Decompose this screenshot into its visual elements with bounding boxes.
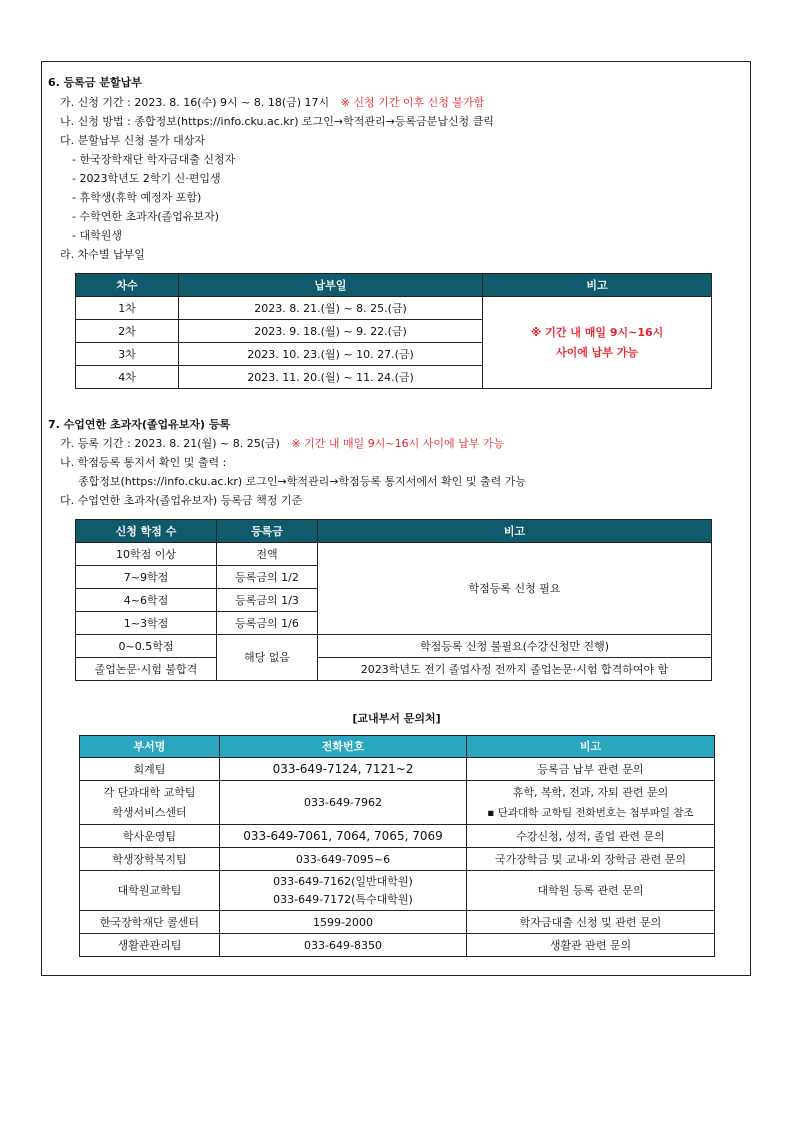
date-cell: 2023. 9. 18.(월) ~ 9. 22.(금) xyxy=(179,320,483,343)
section7-notice-heading: 나. 학점등록 통지서 확인 및 출력 : xyxy=(60,456,227,469)
dept-cell: 회계팀 xyxy=(80,758,220,781)
fee-cell: 전액 xyxy=(217,543,318,566)
contacts-title: [교내부서 문의처] xyxy=(352,712,441,725)
table-row xyxy=(76,658,712,681)
section6-excluded-heading: 다. 분할납부 신청 불가 대상자 xyxy=(60,134,205,147)
section6-period-note: ※ 신청 기간 이후 신청 불가함 xyxy=(340,96,485,109)
dept-cell xyxy=(80,781,220,825)
table-row xyxy=(80,825,715,848)
dept-cell: 한국장학재단 콜센터 xyxy=(80,911,220,934)
dept-line1: 각 단과대학 교학팀 xyxy=(103,785,196,799)
section7-period-label: 가. 등록 기간 : 2023. 8. 21(월) ~ 8. 25(금) xyxy=(60,437,280,450)
contacts-header-note: 비고 xyxy=(467,736,715,758)
installment-header-note: 비고 xyxy=(483,274,712,297)
credit-header-note: 비고 xyxy=(318,520,712,543)
phone-cell: 033-649-7095~6 xyxy=(220,848,467,871)
phone-cell: 033-649-8350 xyxy=(220,934,467,957)
section7-period-note: ※ 기간 내 매일 9시~16시 사이에 납부 가능 xyxy=(291,437,505,450)
round-cell: 3차 xyxy=(76,343,179,366)
credits-cell: 7~9학점 xyxy=(76,566,217,589)
section6-period xyxy=(60,96,484,110)
credit-header-credits: 신청 학점 수 xyxy=(76,520,217,543)
contacts-header-phone: 전화번호 xyxy=(220,736,467,758)
table-row xyxy=(80,911,715,934)
credit-header-fee: 등록금 xyxy=(217,520,318,543)
dept-cell: 생활관관리팀 xyxy=(80,934,220,957)
credit-fee-table xyxy=(75,519,712,681)
excluded-item: - 2023학년도 2학기 신·편입생 xyxy=(72,172,221,185)
installment-header-date: 납부일 xyxy=(179,274,483,297)
fee-cell: 등록금의 1/2 xyxy=(217,566,318,589)
table-row xyxy=(80,934,715,957)
installment-note-line2: 사이에 납부 가능 xyxy=(555,345,639,359)
fee-cell: 등록금의 1/6 xyxy=(217,612,318,635)
date-cell: 2023. 8. 21.(월) ~ 8. 25.(금) xyxy=(179,297,483,320)
phone-line2: 033-649-7172(특수대학원) xyxy=(273,892,413,906)
round-cell: 1차 xyxy=(76,297,179,320)
note-cell: 생활관 관련 문의 xyxy=(467,934,715,957)
section7-period xyxy=(60,437,504,451)
phone-cell: 033-649-7124, 7121~2 xyxy=(220,758,467,781)
table-row xyxy=(80,781,715,825)
installment-table xyxy=(75,273,712,389)
round-cell: 2차 xyxy=(76,320,179,343)
note-line2: ▪ 단과대학 교학팀 전화번호는 첨부파일 참조 xyxy=(487,806,694,819)
table-row xyxy=(80,871,715,911)
credits-cell: 10학점 이상 xyxy=(76,543,217,566)
note-cell: 국가장학금 및 교내·외 장학금 관련 문의 xyxy=(467,848,715,871)
credits-cell: 0~0.5학점 xyxy=(76,635,217,658)
excluded-item: - 수학연한 초과자(졸업유보자) xyxy=(72,210,220,223)
note-cell: 대학원 등록 관련 문의 xyxy=(467,871,715,911)
contacts-table xyxy=(79,735,715,957)
note-cell: 학점등록 신청 불필요(수강신청만 진행) xyxy=(318,635,712,658)
section6-period-label: 가. 신청 기간 : 2023. 8. 16(수) 9시 ~ 8. 18(금) 17시 xyxy=(60,96,330,109)
installment-note-line1: ※ 기간 내 매일 9시~16시 xyxy=(530,325,664,339)
note-cell: 수강신청, 성적, 졸업 관련 문의 xyxy=(467,825,715,848)
dept-cell: 대학원교학팀 xyxy=(80,871,220,911)
section7-title: 7. 수업연한 초과자(졸업유보자) 등록 xyxy=(48,418,231,431)
note-cell: 학자금대출 신청 및 관련 문의 xyxy=(467,911,715,934)
credits-cell: 4~6학점 xyxy=(76,589,217,612)
credits-cell: 1~3학점 xyxy=(76,612,217,635)
table-row xyxy=(76,297,712,320)
round-cell: 4차 xyxy=(76,366,179,389)
section7-fee-heading: 다. 수업연한 초과자(졸업유보자) 등록금 책정 기준 xyxy=(60,494,303,507)
contacts-header-dept: 부서명 xyxy=(80,736,220,758)
fee-cell: 등록금의 1/3 xyxy=(217,589,318,612)
date-cell: 2023. 11. 20.(월) ~ 11. 24.(금) xyxy=(179,366,483,389)
section6-title: 6. 등록금 분할납부 xyxy=(48,76,142,89)
date-cell: 2023. 10. 23.(월) ~ 10. 27.(금) xyxy=(179,343,483,366)
note-cell: 등록금 납부 관련 문의 xyxy=(467,758,715,781)
table-row xyxy=(76,635,712,658)
table-row xyxy=(80,848,715,871)
section6-method: 나. 신청 방법 : 종합정보(https://info.cku.ac.kr) 로그인→학적관리→등록금분납신청 클릭 xyxy=(60,115,494,128)
table-row xyxy=(80,758,715,781)
phone-cell: 033-649-7061, 7064, 7065, 7069 xyxy=(220,825,467,848)
phone-line1: 033-649-7162(일반대학원) xyxy=(273,874,413,888)
installment-header-round: 차수 xyxy=(76,274,179,297)
note-line1: 휴학, 복학, 전과, 자퇴 관련 문의 xyxy=(512,785,669,799)
credit-group-note: 학점등록 신청 필요 xyxy=(318,543,712,635)
phone-cell xyxy=(220,871,467,911)
dept-cell: 학생장학복지팀 xyxy=(80,848,220,871)
excluded-item: - 휴학생(휴학 예정자 포함) xyxy=(72,191,202,204)
excluded-item: - 대학원생 xyxy=(72,229,122,242)
phone-cell: 1599-2000 xyxy=(220,911,467,934)
note-cell xyxy=(467,781,715,825)
fee-none-cell: 해당 없음 xyxy=(217,635,318,681)
section6-schedule-heading: 라. 차수별 납부일 xyxy=(60,248,145,261)
dept-cell: 학사운영팀 xyxy=(80,825,220,848)
table-row xyxy=(76,543,712,566)
phone-cell: 033-649-7962 xyxy=(220,781,467,825)
excluded-item: - 한국장학재단 학자금대출 신청자 xyxy=(72,153,236,166)
dept-line2: 학생서비스센터 xyxy=(112,805,187,819)
credits-cell: 졸업논문·시험 불합격 xyxy=(76,658,217,681)
installment-note-cell xyxy=(483,297,712,389)
note-cell: 2023학년도 전기 졸업사정 전까지 졸업논문·시험 합격하여야 함 xyxy=(318,658,712,681)
section7-notice-detail: 종합정보(https://info.cku.ac.kr) 로그인→학적관리→학점등록 통지서에서 확인 및 출력 가능 xyxy=(78,475,526,488)
